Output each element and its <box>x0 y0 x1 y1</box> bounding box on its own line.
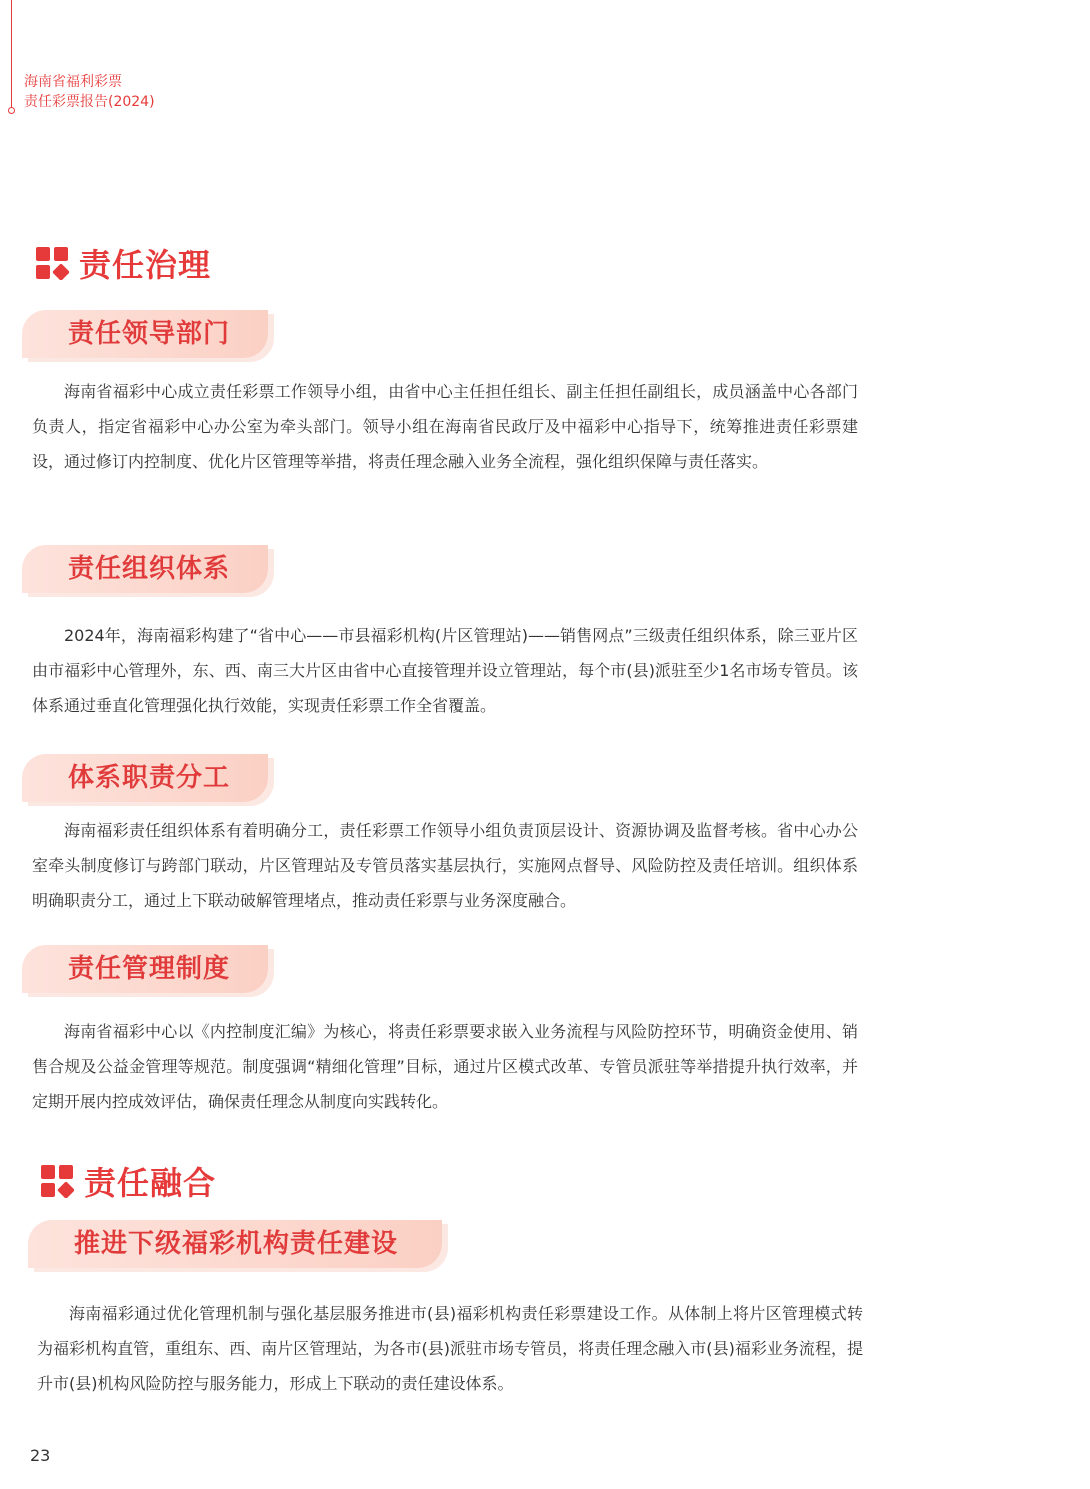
subsection-pill <box>22 545 268 593</box>
page-number: 23 <box>30 1446 51 1465</box>
body-paragraph: 海南福彩责任组织体系有着明确分工，责任彩票工作领导小组负责顶层设计、资源协调及监督考核。省中心办公室牵头制度修订与跨部门联动，片区管理站及专管员落实基层执行，实施网点督导、风险防控及责任培训。组织体系明确职责分工，通过上下联动破解管理堵点，推动责任彩票与业务深度融合。 <box>32 821 858 910</box>
side-decoration-line <box>11 0 12 108</box>
subsection-pill <box>22 754 268 802</box>
running-header-line2: 责任彩票报告(2024) <box>24 94 155 110</box>
side-decoration-dot <box>8 107 15 114</box>
running-header-line1: 海南省福利彩票 <box>24 74 122 90</box>
running-header <box>24 72 155 112</box>
body-paragraph: 海南省福彩中心成立责任彩票工作领导小组，由省中心主任担任组长、副主任担任副组长，成员涵盖中心各部门负责人，指定省福彩中心办公室为牵头部门。领导小组在海南省民政厅及中福彩中心指导下，统筹推进责任彩票建设，通过修订内控制度、优化片区管理等举措，将责任理念融入业务全流程，强化组织保障与责任落实。 <box>32 382 858 471</box>
subsection-pill <box>28 1220 442 1268</box>
section-heading-text: 责任融合 <box>84 1164 217 1202</box>
subsection-title: 责任领导部门 <box>68 319 231 349</box>
subsection-title: 体系职责分工 <box>68 763 231 793</box>
subsection-title: 责任管理制度 <box>68 954 231 984</box>
section-heading-integration <box>40 1158 216 1204</box>
four-squares-logo-icon <box>40 1164 74 1198</box>
subsection-title: 责任组织体系 <box>68 554 231 584</box>
body-paragraph: 海南省福彩中心以《内控制度汇编》为核心，将责任彩票要求嵌入业务流程与风险防控环节，明确资金使用、销售合规及公益金管理等规范。制度强调“精细化管理”目标，通过片区模式改革、专管员派驻等举措提升执行效率，并定期开展内控成效评估，确保责任理念从制度向实践转化。 <box>32 1022 858 1111</box>
subsection-pill <box>22 945 268 993</box>
four-squares-logo-icon <box>35 246 69 280</box>
subsection-pill <box>22 310 268 358</box>
subsection-title: 推进下级福彩机构责任建设 <box>74 1229 399 1259</box>
body-paragraph: 海南福彩通过优化管理机制与强化基层服务推进市(县)福彩机构责任彩票建设工作。从体制上将片区管理模式转为福彩机构直管，重组东、西、南片区管理站，为各市(县)派驻市场专管员，将责任理念融入市(县)福彩业务流程，提升市(县)机构风险防控与服务能力，形成上下联动的责任建设体系。 <box>37 1304 863 1393</box>
body-paragraph: 2024年，海南福彩构建了“省中心——市县福彩机构(片区管理站)——销售网点”三级责任组织体系，除三亚片区由市福彩中心管理外，东、西、南三大片区由省中心直接管理并设立管理站，每个市(县)派驻至少1名市场专管员。该体系通过垂直化管理强化执行效能，实现责任彩票工作全省覆盖。 <box>32 626 858 715</box>
section-heading-governance <box>35 240 211 286</box>
section-heading-text: 责任治理 <box>79 246 212 284</box>
